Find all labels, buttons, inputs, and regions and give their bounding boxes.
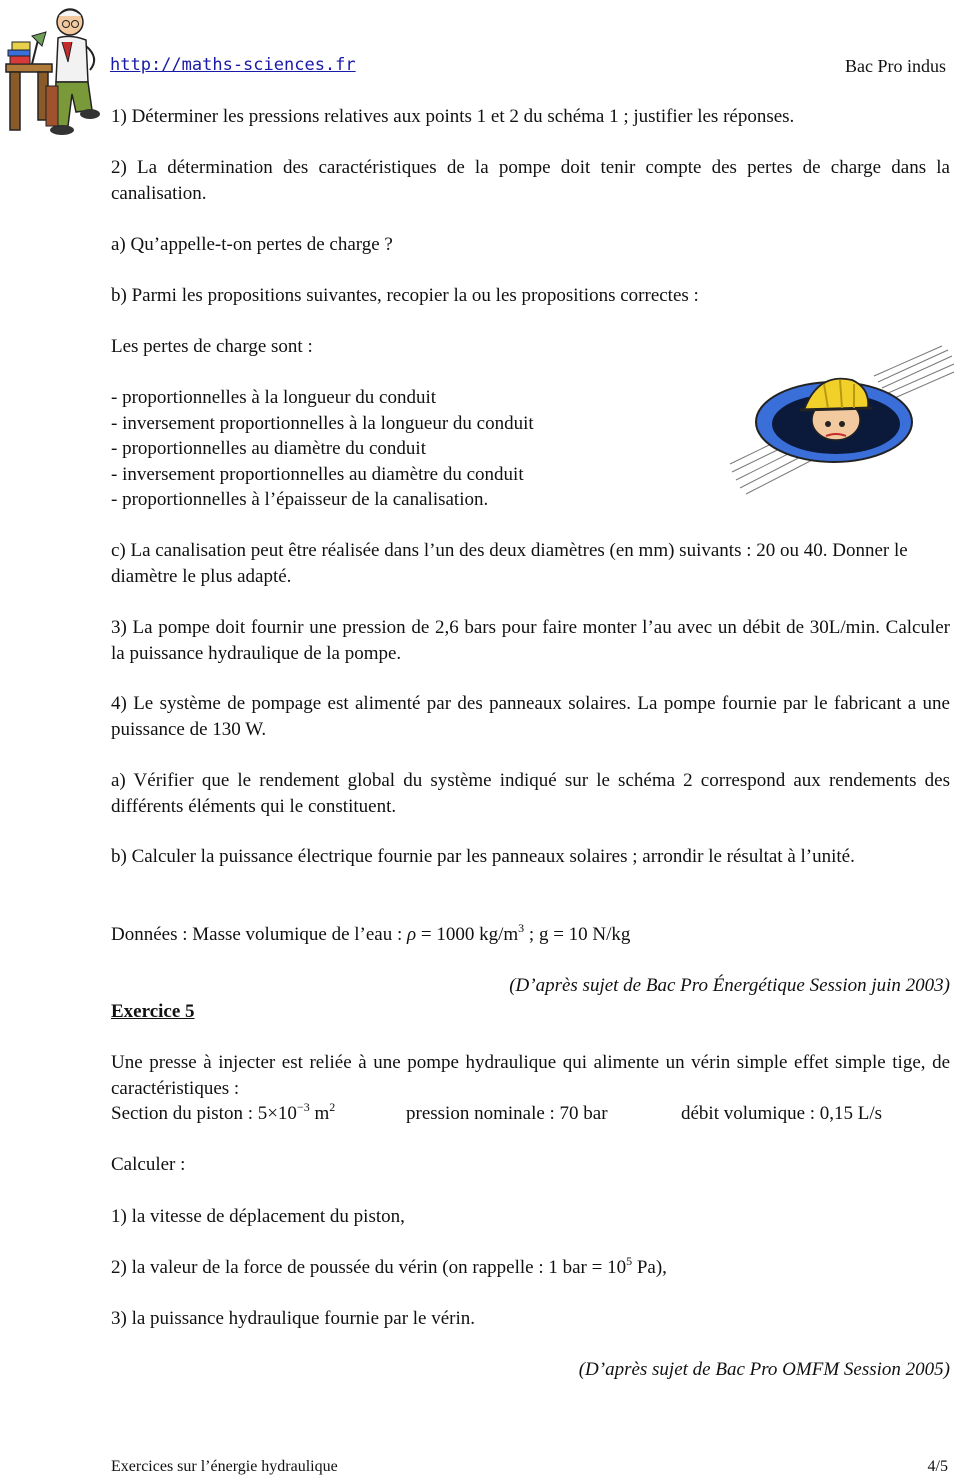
exercise-intro: Une presse à injecter est reliée à une pompe hydraulique qui alimente un vérin simple effet simple tige, de caractéristiques :	[111, 1052, 950, 1099]
question-2b: b) Parmi les propositions suivantes, recopier la ou les propositions correctes :	[111, 285, 699, 306]
list-item: - inversement proportionnelles au diamètre du conduit	[111, 463, 524, 485]
donnees-prefix: Données : Masse volumique de l’eau :	[111, 924, 408, 945]
footer-title: Exercices sur l’énergie hydraulique	[111, 1458, 338, 1475]
donnees-mid: = 1000 kg/m	[416, 924, 519, 945]
piston-section	[111, 1101, 335, 1127]
propositions-intro: Les pertes de charge sont :	[111, 336, 313, 357]
page-number: 4/5	[927, 1458, 948, 1475]
calc-label: Calculer :	[111, 1154, 186, 1175]
site-link[interactable]: http://maths-sciences.fr	[110, 55, 356, 75]
question-2: 2) La détermination des caractéristiques de la pompe doit tenir compte des pertes de charge dans la canalisation.	[111, 157, 950, 204]
question-2c: c) La canalisation peut être réalisée dans l’un des deux diamètres (en mm) suivants : 20 ou 40. Donner le diamètre le plus adapté.	[111, 540, 908, 587]
exercise-title: Exercice 5	[111, 1001, 195, 1022]
item2-exp: 5	[626, 1254, 633, 1268]
exercise-item-1: 1) la vitesse de déplacement du piston,	[111, 1206, 405, 1227]
list-item: - proportionnelles au diamètre du conduit	[111, 438, 426, 459]
professor-illustration	[2, 2, 106, 142]
rho-symbol: ρ	[407, 924, 417, 945]
donnees-end: ; g = 10 N/kg	[524, 924, 631, 945]
item2-end: Pa),	[632, 1257, 667, 1278]
question-3: 3) La pompe doit fournir une pression de 2,6 bars pour faire monter l’au avec un débit de 30L/min. Calculer la puissance hydraulique de la pompe.	[111, 617, 950, 664]
item2-prefix: 2) la valeur de la force de poussée du vérin (on rappelle : 1 bar = 10	[111, 1257, 627, 1278]
question-4b: b) Calculer la puissance électrique fournie par les panneaux solaires ; arrondir le résultat à l’unité.	[111, 846, 855, 867]
donnees-exp: 3	[518, 921, 525, 935]
section-exp: −3	[296, 1100, 310, 1114]
section-label: Section du piston : 5×10	[111, 1103, 297, 1124]
list-item: - proportionnelles à l’épaisseur de la canalisation.	[111, 489, 489, 510]
exercise-item-3: 3) la puissance hydraulique fournie par le vérin.	[111, 1308, 476, 1329]
propositions-list	[111, 385, 711, 513]
question-4a: a) Vérifier que le rendement global du système indiqué sur le schéma 2 correspond aux rendements des différents éléments qui le constituent.	[111, 770, 950, 817]
section-unit: m	[309, 1103, 330, 1124]
donnees	[111, 922, 950, 948]
list-item: - inversement proportionnelles à la longueur du conduit	[111, 412, 534, 434]
pipe-worker-illustration	[728, 342, 956, 498]
course-label: Bac Pro indus	[845, 56, 946, 76]
nominal-pressure: pression nominale : 70 bar	[406, 1103, 608, 1124]
volume-flow: débit volumique : 0,15 L/s	[681, 1103, 883, 1124]
list-item: - proportionnelles à la longueur du conduit	[111, 387, 437, 408]
exercise-item-2	[111, 1255, 950, 1281]
source-citation: (D’après sujet de Bac Pro Énergétique Session juin 2003)	[509, 975, 950, 996]
question-1: 1) Déterminer les pressions relatives aux points 1 et 2 du schéma 1 ; justifier les réponses.	[111, 106, 795, 127]
exercise-source: (D’après sujet de Bac Pro OMFM Session 2005)	[578, 1359, 950, 1380]
question-4: 4) Le système de pompage est alimenté par des panneaux solaires. La pompe fournie par le fabricant a une puissance de 130 W.	[111, 693, 950, 740]
section-unit-exp: 2	[329, 1100, 336, 1114]
question-2a: a) Qu’appelle-t-on pertes de charge ?	[111, 234, 393, 255]
